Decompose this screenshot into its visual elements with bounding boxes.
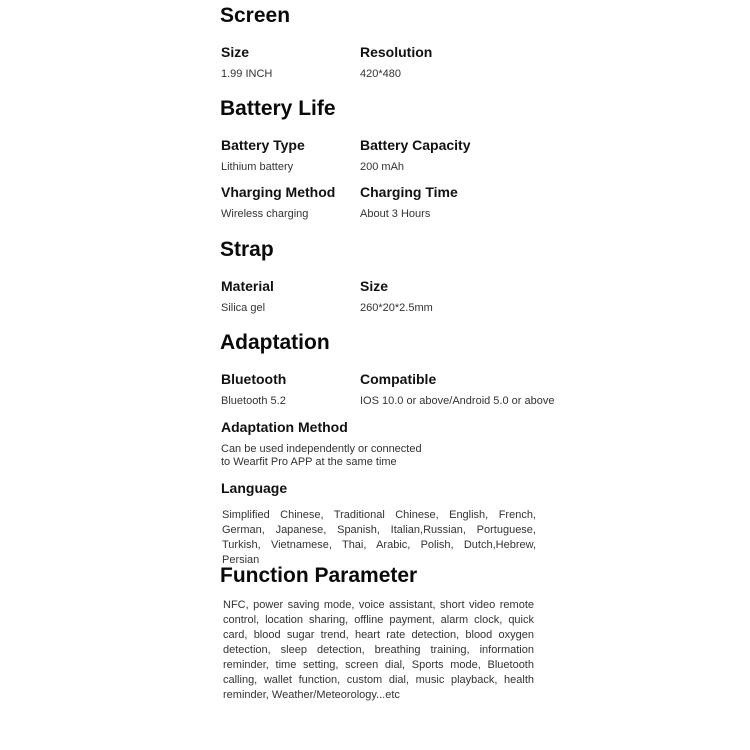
language-value: Simplified Chinese, Traditional Chinese, English, French, German, Japanese, Spanish, Italian,Russian, Portuguese, Turkish, Vietnamese, Thai, Arabic, Polish, Dutch,Hebrew, Persian: [222, 509, 536, 566]
adaptation-method-label: Adaptation Method: [221, 419, 348, 435]
charging-time-label: Charging Time: [360, 184, 458, 200]
battery-section-title: Battery Life: [220, 97, 336, 120]
screen-resolution-value: 420*480: [360, 68, 401, 80]
strap-size-value: 260*20*2.5mm: [360, 302, 433, 314]
strap-size-label: Size: [360, 278, 389, 294]
battery-capacity-label: Battery Capacity: [360, 137, 471, 153]
screen-resolution-label: Resolution: [360, 44, 433, 60]
screen-size-label: Size: [221, 44, 250, 60]
adaptation-section-title: Adaptation: [220, 331, 330, 354]
battery-type-value: Lithium battery: [221, 161, 294, 173]
bluetooth-label: Bluetooth: [221, 371, 287, 387]
strap-material-label: Material: [221, 278, 274, 294]
adaptation-method-value: Can be used independently or connected to Wearfit Pro APP at the same time: [221, 443, 422, 468]
charging-time-value: About 3 Hours: [360, 208, 431, 220]
battery-type-label: Battery Type: [221, 137, 305, 153]
charging-method-value: Wireless charging: [221, 208, 309, 220]
screen-size-value: 1.99 INCH: [221, 68, 273, 80]
screen-section-title: Screen: [220, 4, 291, 27]
compatible-label: Compatible: [360, 371, 437, 387]
battery-capacity-value: 200 mAh: [360, 161, 405, 173]
function-parameter-value: NFC, power saving mode, voice assistant, short video remote control, location sharing, offline payment, alarm clock, quick card, blood sugar trend, heart rate detection, blood oxygen detection, sleep detection, breathing training, information reminder, time setting, screen dial, Sports mode, Bluetooth calling, wallet function, custom dial, music playback, health reminder, Weather/Meteorology...etc: [223, 599, 534, 701]
strap-material-value: Silica gel: [221, 302, 266, 314]
charging-method-label: Vharging Method: [221, 184, 336, 200]
bluetooth-value: Bluetooth 5.2: [221, 395, 286, 407]
strap-section-title: Strap: [220, 238, 274, 261]
function-section-title: Function Parameter: [220, 564, 418, 587]
compatible-value: IOS 10.0 or above/Android 5.0 or above: [360, 395, 555, 407]
language-label: Language: [221, 480, 288, 496]
